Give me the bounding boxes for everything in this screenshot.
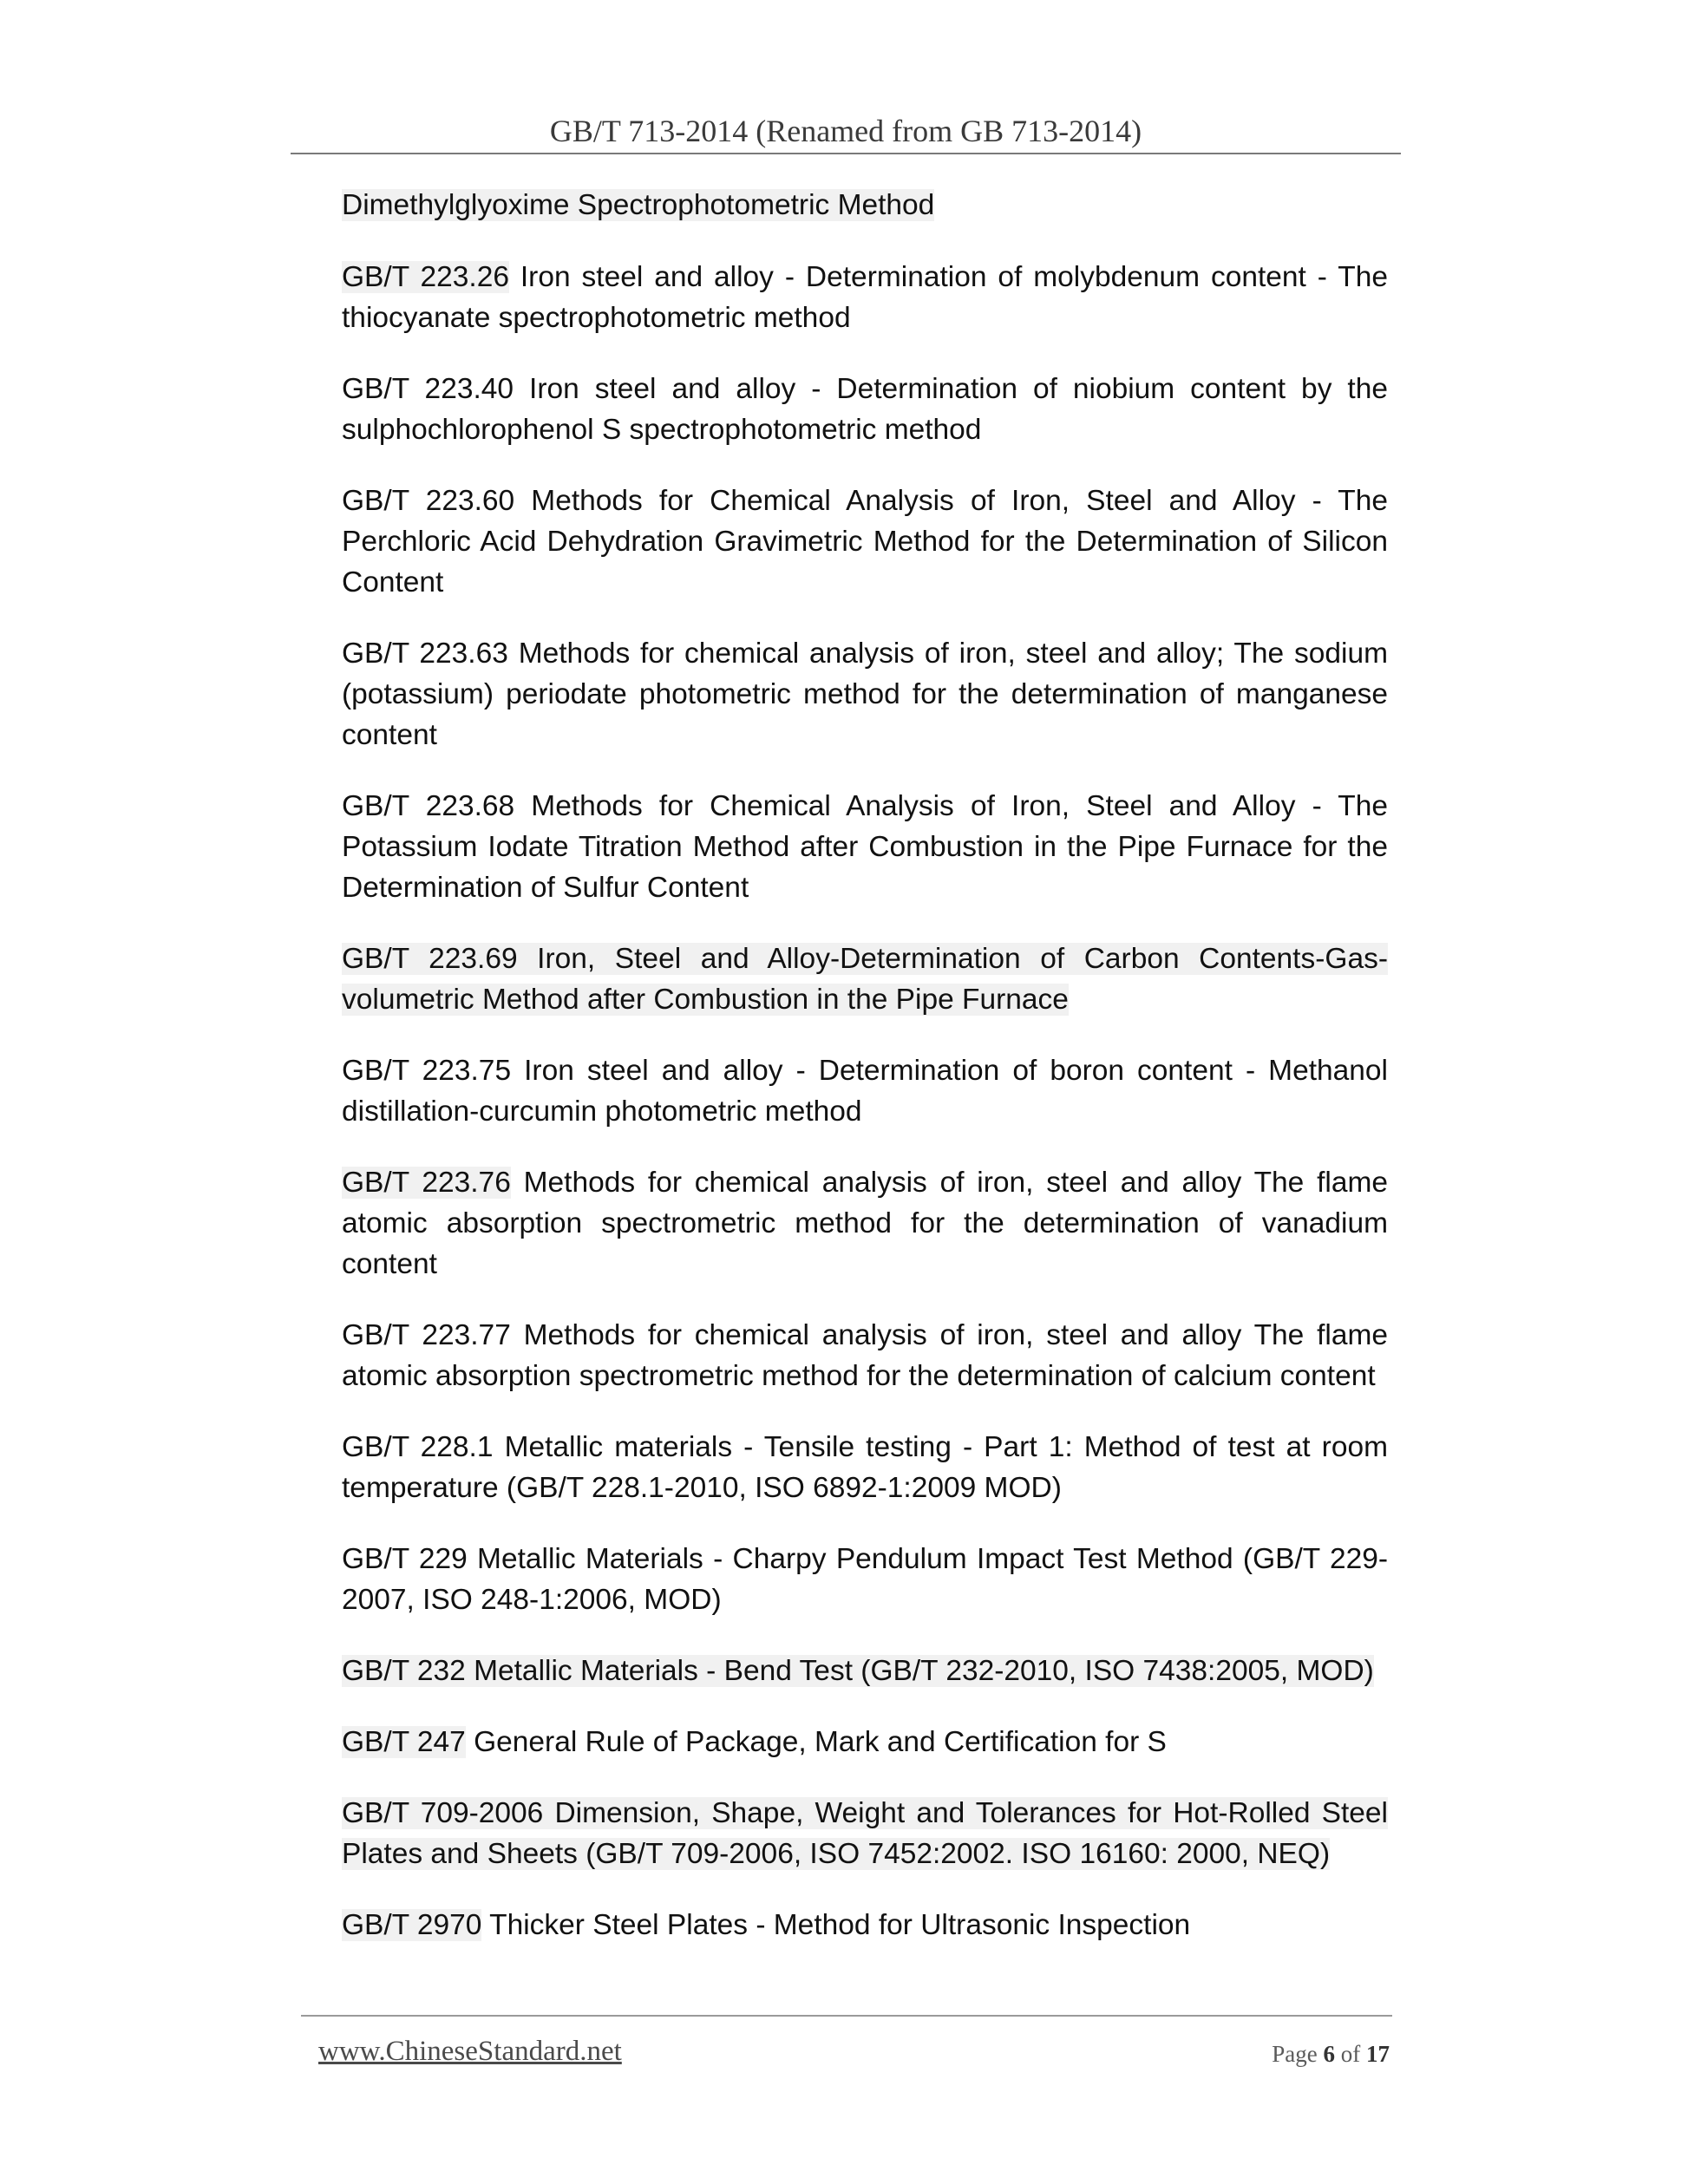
reference-entry	[342, 1651, 1388, 1691]
reference-title: Methods for Chemical Analysis of Iron, Steel and Alloy - The Perchloric Acid Dehydration Gravimetric Method for the Determination of Silicon Content	[342, 485, 1388, 598]
reference-entry	[342, 257, 1388, 338]
reference-entry	[342, 1315, 1388, 1396]
reference-code: GB/T 223.75	[342, 1055, 512, 1087]
page-of: of	[1340, 2041, 1361, 2067]
reference-title: Methods for Chemical Analysis of Iron, Steel and Alloy - The Potassium Iodate Titration Method after Combustion in the Pipe Furnace for the Determination of Sulfur Content	[342, 790, 1388, 904]
reference-title: Iron steel and alloy - Determination of niobium content by the sulphochlorophenol S spectrophotometric method	[342, 373, 1389, 446]
reference-title: Methods for chemical analysis of iron, steel and alloy The flame atomic absorption spectrometric method for the determination of vanadium content	[342, 1167, 1389, 1280]
reference-title: Methods for chemical analysis of iron, steel and alloy The flame atomic absorption spectrometric method for the determination of calcium content	[342, 1319, 1389, 1392]
reference-entry	[342, 1427, 1388, 1508]
reference-entry	[342, 185, 1388, 226]
reference-title: Metallic Materials - Bend Test (GB/T 232-2010, ISO 7438:2005, MOD)	[465, 1655, 1374, 1687]
reference-entry	[342, 481, 1388, 603]
reference-title: Thicker Steel Plates - Method for Ultrasonic Inspection	[481, 1909, 1191, 1941]
reference-text: Dimethylglyoxime Spectrophotometric Method	[342, 189, 935, 221]
page-label: Page	[1272, 2041, 1318, 2067]
page-header	[291, 111, 1401, 154]
normative-references-list	[342, 185, 1388, 1976]
reference-code: GB/T 223.60	[342, 485, 515, 517]
reference-code: GB/T 223.63	[342, 638, 508, 670]
reference-title: Iron, Steel and Alloy-Determination of Carbon Contents-Gas-volumetric Method after Combustion in the Pipe Furnace	[342, 943, 1388, 1016]
reference-entry	[342, 369, 1388, 450]
reference-entry	[342, 1793, 1388, 1874]
reference-code: GB/T 223.69	[342, 943, 518, 975]
website-link[interactable]: www.ChineseStandard.net	[318, 2036, 622, 2067]
reference-entry	[342, 938, 1388, 1020]
reference-entry	[342, 1722, 1388, 1762]
document-title: GB/T 713-2014 (Renamed from GB 713-2014)	[549, 114, 1142, 148]
reference-code: GB/T 223.77	[342, 1319, 511, 1351]
reference-code: GB/T 232	[342, 1655, 466, 1687]
page-number	[1272, 2041, 1390, 2068]
reference-title: Dimension, Shape, Weight and Tolerances for Hot-Rolled Steel Plates and Sheets (GB/T 709-2006, ISO 7452:2002. ISO 16160: 2000, NEQ)	[342, 1797, 1389, 1870]
reference-title: Methods for chemical analysis of iron, steel and alloy; The sodium (potassium) periodate photometric method for the determination of manganese content	[342, 638, 1388, 751]
reference-title: Iron steel and alloy - Determination of boron content - Methanol distillation-curcumin photometric method	[342, 1055, 1388, 1128]
page-current: 6	[1323, 2041, 1335, 2067]
reference-code: GB/T 223.68	[342, 790, 515, 822]
reference-entry	[342, 1050, 1388, 1132]
reference-title: Metallic materials - Tensile testing - Part 1: Method of test at room temperature (GB/T 228.1-2010, ISO 6892-1:2009 MOD)	[342, 1431, 1388, 1504]
reference-entry	[342, 1162, 1388, 1285]
reference-entry	[342, 1905, 1388, 1945]
reference-code: GB/T 2970	[342, 1909, 482, 1941]
reference-entry	[342, 1539, 1388, 1620]
reference-code: GB/T 223.40	[342, 373, 514, 405]
reference-code: GB/T 223.26	[342, 261, 509, 293]
reference-code: GB/T 223.76	[342, 1167, 511, 1199]
page-total: 17	[1366, 2041, 1390, 2067]
reference-title: Metallic Materials - Charpy Pendulum Impact Test Method (GB/T 229-2007, ISO 248-1:2006, MOD)	[342, 1543, 1388, 1616]
footer-divider	[301, 2015, 1392, 2017]
reference-entry	[342, 633, 1388, 755]
reference-title: General Rule of Package, Mark and Certification for S	[465, 1726, 1167, 1758]
reference-code: GB/T 228.1	[342, 1431, 494, 1463]
reference-title: Iron steel and alloy - Determination of molybdenum content - The thiocyanate spectrophotometric method	[342, 261, 1388, 334]
reference-code: GB/T 709-2006	[342, 1797, 544, 1829]
reference-entry	[342, 786, 1388, 908]
reference-code: GB/T 229	[342, 1543, 468, 1575]
reference-code: GB/T 247	[342, 1726, 466, 1758]
